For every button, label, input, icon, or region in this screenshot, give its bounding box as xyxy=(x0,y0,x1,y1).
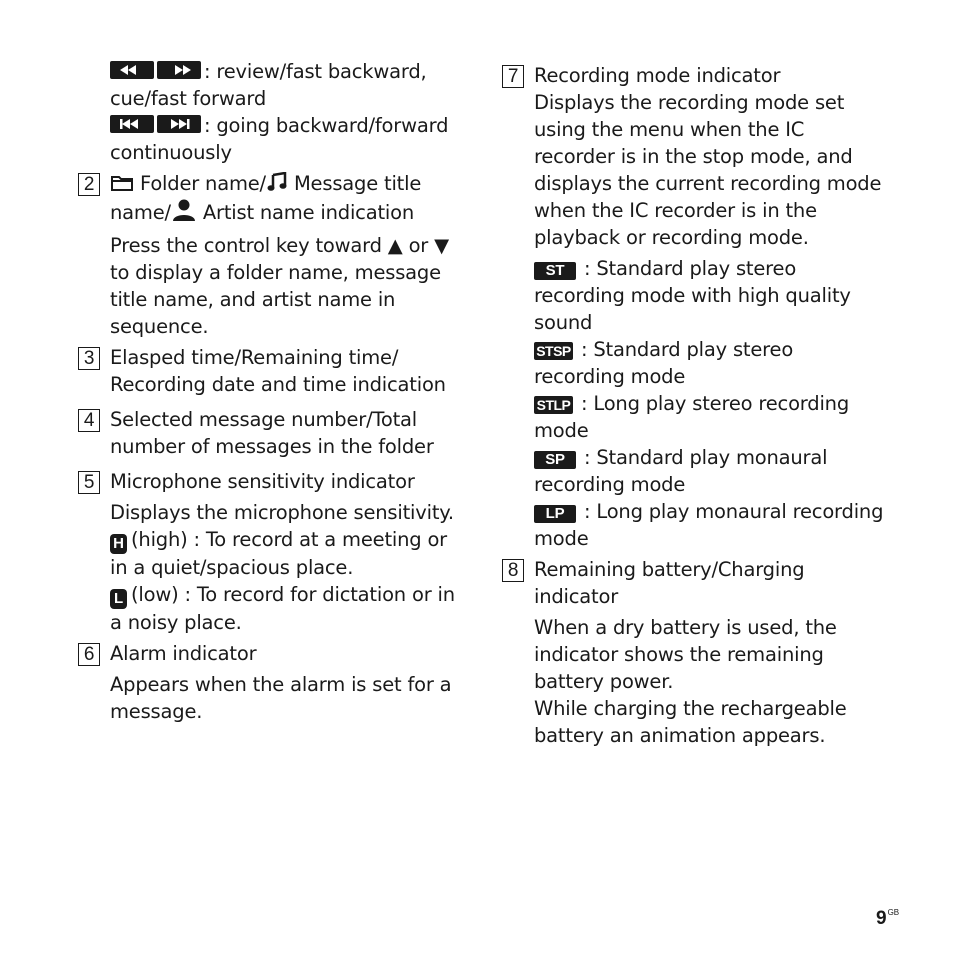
item-number: 7 xyxy=(502,65,524,88)
high-badge: H xyxy=(110,534,127,554)
folder-label: Folder name/ xyxy=(140,172,266,195)
mode-st xyxy=(534,255,887,336)
item-3-text: Elasped time/Remaining time/ Recording date and time indication xyxy=(110,346,446,396)
mode-text: : Standard play stereo recording mode xyxy=(534,338,794,388)
mode-badge: STLP xyxy=(534,396,573,414)
mode-badge: SP xyxy=(534,451,576,469)
high-text: (high) : To record at a meeting or in a quiet/spacious place. xyxy=(110,528,447,579)
mode-badge: LP xyxy=(534,505,576,523)
page-suffix: GB xyxy=(887,908,900,917)
mode-stsp xyxy=(534,336,887,390)
low-badge: L xyxy=(110,589,127,609)
left-column xyxy=(78,58,458,725)
item-5-title: Microphone sensitivity indicator xyxy=(110,470,415,493)
folder-icon xyxy=(110,172,134,199)
page-number-value: 9 xyxy=(876,908,887,929)
skip-back-icon xyxy=(110,115,154,133)
item-8 xyxy=(502,556,887,749)
review-line xyxy=(110,58,458,112)
mode-lp xyxy=(534,498,887,552)
rewind-icon xyxy=(110,61,154,79)
mode-text: : Standard play stereo recording mode with high quality sound xyxy=(534,257,851,334)
going-line xyxy=(110,112,458,166)
item-number: 5 xyxy=(78,471,100,494)
music-note-icon xyxy=(266,172,288,199)
person-icon xyxy=(171,199,197,228)
artist-label: Artist name indication xyxy=(202,201,414,224)
mode-text: : Standard play monaural recording mode xyxy=(534,446,828,496)
page-number xyxy=(876,908,899,930)
item-4 xyxy=(78,406,458,460)
item-7 xyxy=(502,62,887,552)
item-6 xyxy=(78,640,458,725)
mode-badge: ST xyxy=(534,262,576,280)
item-4-text: Selected message number/Total number of messages in the folder xyxy=(110,408,434,458)
mode-badge: STSP xyxy=(534,342,573,360)
mode-sp xyxy=(534,444,887,498)
review-text-2: cue/fast forward xyxy=(110,87,267,110)
name-label: name/ xyxy=(110,201,171,224)
message-label: Message title xyxy=(293,172,422,195)
item-number: 3 xyxy=(78,347,100,370)
low-text: (low) : To record for dictation or in a noisy place. xyxy=(110,583,455,634)
item-number: 6 xyxy=(78,643,100,666)
item-2 xyxy=(78,170,458,340)
going-text: : going backward/forward xyxy=(204,114,449,137)
item-5-desc: Displays the microphone sensitivity. xyxy=(110,501,454,524)
review-text: : review/fast backward, xyxy=(204,60,427,83)
low-line xyxy=(110,581,458,636)
mode-stlp xyxy=(534,390,887,444)
item-6-title: Alarm indicator xyxy=(110,642,257,665)
mode-text: : Long play stereo recording mode xyxy=(534,392,849,442)
mode-text: : Long play monaural recording mode xyxy=(534,500,884,550)
item-8-desc-2: While charging the rechargeable battery an animation appears. xyxy=(534,697,847,747)
going-text-2: continuously xyxy=(110,141,232,164)
item-number: 8 xyxy=(502,559,524,582)
item-2-desc: Press the control key toward ▲ or ▼ to display a folder name, message title name, and artist name in sequence. xyxy=(110,234,449,338)
item-8-desc-1: When a dry battery is used, the indicator shows the remaining battery power. xyxy=(534,616,837,693)
item-6-desc: Appears when the alarm is set for a message. xyxy=(110,673,452,723)
item-7-desc: Displays the recording mode set using the menu when the IC recorder is in the stop mode, and displays the current recording mode when the IC recorder is in the playback or recording mode. xyxy=(534,91,882,249)
item-2-title xyxy=(110,170,458,228)
item-5 xyxy=(78,468,458,636)
right-column xyxy=(502,62,887,749)
high-line xyxy=(110,526,458,581)
item-number: 2 xyxy=(78,173,100,196)
item-8-title: Remaining battery/Charging indicator xyxy=(534,558,805,608)
keys-description xyxy=(78,58,458,166)
item-number: 4 xyxy=(78,409,100,432)
fast-forward-icon xyxy=(157,61,201,79)
skip-forward-icon xyxy=(157,115,201,133)
mode-list xyxy=(534,255,887,552)
item-7-title: Recording mode indicator xyxy=(534,64,781,87)
item-3 xyxy=(78,344,458,398)
